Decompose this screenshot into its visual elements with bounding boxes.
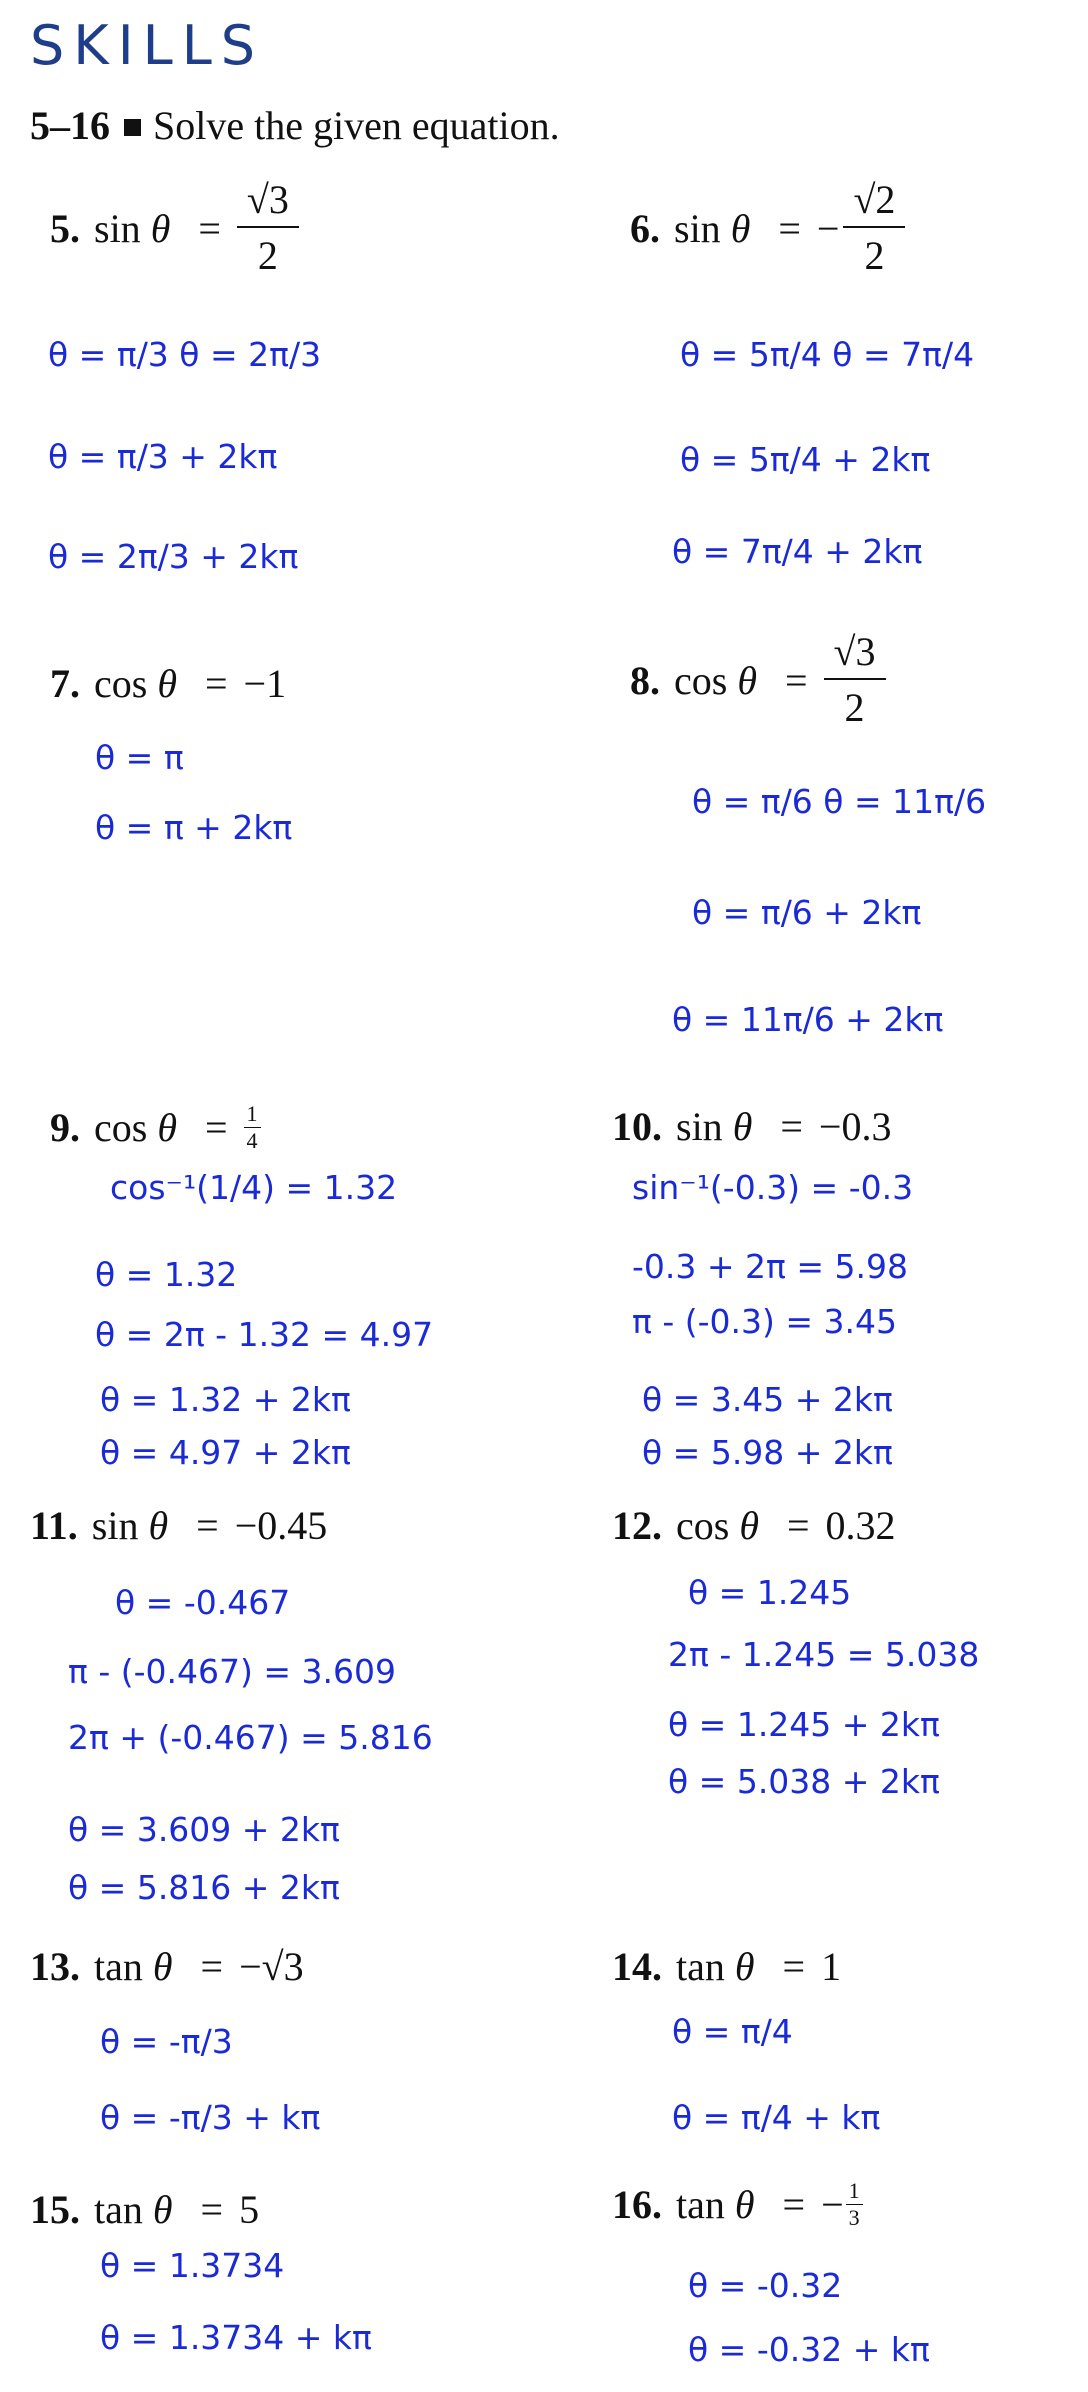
work-line: θ = 1.32 [95,1255,238,1294]
problem-7 [50,660,286,707]
variable: θ [150,205,171,251]
instructions-text: Solve the given equation. [153,103,560,148]
variable: θ [732,1104,753,1149]
equals-sign: = [782,2182,806,2227]
function-name: tan [94,2187,143,2232]
work-line: θ = 11π/6 + 2kπ [672,1000,944,1039]
right-hand-side: −1 [243,661,287,706]
problem-11 [30,1502,327,1549]
problem-8 [630,629,886,730]
problem-15 [30,2186,259,2233]
work-line: θ = π/3 θ = 2π/3 [48,335,322,374]
function-name: tan [676,2182,725,2227]
work-line: θ = 5.038 + 2kπ [668,1762,940,1801]
work-line: θ = 2π - 1.32 = 4.97 [95,1315,434,1354]
fraction-numerator: 1 [846,2180,863,2205]
problem-number: 5. [50,205,80,251]
work-line: 2π + (-0.467) = 5.816 [68,1718,433,1757]
problem-13 [30,1943,304,1990]
fraction-numerator: √2 [843,180,905,228]
problem-number: 11. [30,1503,78,1548]
work-line: θ = 3.609 + 2kπ [68,1810,340,1849]
work-line: π - (-0.467) = 3.609 [68,1652,396,1691]
work-line: θ = 1.32 + 2kπ [100,1380,351,1419]
right-hand-side: 0.32 [825,1503,896,1548]
equals-sign: = [200,2187,224,2232]
function-name: cos [676,1503,730,1548]
work-line: θ = π/3 + 2kπ [48,437,278,476]
problem-number: 9. [50,1105,80,1150]
square-bullet-icon [124,119,141,136]
work-line: θ = π/4 [672,2012,793,2051]
work-line: θ = 4.97 + 2kπ [100,1433,351,1472]
work-line: θ = -π/3 + kπ [100,2098,321,2137]
function-name: cos [94,661,148,706]
work-line: θ = 3.45 + 2kπ [642,1380,893,1419]
minus-sign: − [821,2182,844,2227]
work-line: θ = 1.3734 + kπ [100,2318,372,2357]
variable: θ [734,2182,755,2227]
problem-5 [50,177,299,278]
minus-sign: − [816,205,840,251]
problem-number: 12. [612,1503,662,1548]
work-line: θ = -0.32 + kπ [688,2330,930,2369]
work-line: -0.3 + 2π = 5.98 [632,1247,908,1286]
problem-number: 13. [30,1944,80,1989]
fraction-numerator: √3 [237,180,299,228]
function-name: tan [676,1944,725,1989]
function-name: sin [674,205,721,251]
function-name: sin [676,1104,723,1149]
work-line: θ = -0.32 [688,2266,843,2305]
function-name: cos [674,657,728,703]
problem-range: 5–16 [30,103,110,148]
work-line: sin⁻¹(-0.3) = -0.3 [632,1168,914,1207]
equals-sign: = [778,205,801,251]
problem-number: 15. [30,2187,80,2232]
problem-number: 6. [630,205,660,251]
work-line: θ = 5π/4 θ = 7π/4 [680,335,975,374]
fraction-denominator: 3 [848,2205,860,2230]
problem-12 [612,1502,896,1549]
fraction [846,2180,863,2229]
right-hand-side: −0.45 [234,1503,328,1548]
equals-sign: = [786,1503,810,1548]
problem-number: 7. [50,661,80,706]
variable: θ [152,2187,173,2232]
work-line: θ = 5.98 + 2kπ [642,1433,893,1472]
work-line: cos⁻¹(1/4) = 1.32 [110,1168,398,1207]
variable: θ [157,661,177,706]
work-line: θ = 1.3734 [100,2246,285,2285]
work-line: θ = 5π/4 + 2kπ [680,440,931,479]
work-line: θ = π + 2kπ [95,808,293,847]
work-line: θ = 1.245 + 2kπ [668,1705,940,1744]
equals-sign: = [198,205,221,251]
equals-sign: = [782,1944,806,1989]
problem-number: 14. [612,1944,662,1989]
fraction-denominator: 2 [844,685,865,730]
problem-14 [612,1943,841,1990]
work-line: θ = 1.245 [688,1573,852,1612]
problem-10 [612,1103,891,1150]
equals-sign: = [204,661,228,706]
work-line: π - (-0.3) = 3.45 [632,1302,897,1341]
work-line: θ = -π/3 [100,2022,233,2061]
variable: θ [737,657,757,703]
work-line: θ = π [95,738,184,777]
variable: θ [730,205,751,251]
equals-sign: = [780,1104,803,1149]
work-line: θ = π/6 θ = 11π/6 [692,782,987,821]
fraction-denominator: 4 [246,1128,258,1153]
instructions [30,102,560,149]
function-name: cos [94,1105,148,1150]
function-name: tan [94,1944,143,1989]
variable: θ [739,1503,759,1548]
problem-6 [630,177,905,278]
variable: θ [157,1105,177,1150]
problem-number: 8. [630,657,660,703]
fraction [843,177,905,278]
fraction-numerator: 1 [244,1103,261,1128]
fraction [824,629,886,730]
work-line: θ = 7π/4 + 2kπ [672,532,923,571]
fraction [244,1103,261,1152]
fraction-numerator: √3 [824,632,886,680]
problem-16 [612,2180,863,2229]
equals-sign: = [784,657,808,703]
work-line: θ = π/4 + kπ [672,2098,881,2137]
variable: θ [152,1944,173,1989]
fraction-denominator: 2 [864,233,885,278]
variable: θ [734,1944,755,1989]
right-hand-side: 5 [239,2187,260,2232]
work-line: θ = 2π/3 + 2kπ [48,537,299,576]
section-heading: SKILLS [30,14,265,77]
right-hand-side: 1 [821,1944,842,1989]
equals-sign: = [196,1503,219,1548]
work-line: θ = -0.467 [115,1583,291,1622]
function-name: sin [91,1503,139,1548]
work-line: θ = 5.816 + 2kπ [68,1868,340,1907]
fraction-denominator: 2 [257,233,278,278]
right-hand-side: −√3 [239,1944,304,1989]
right-hand-side: −0.3 [818,1104,892,1149]
equals-sign: = [200,1944,224,1989]
problem-number: 16. [612,2182,662,2227]
fraction [237,177,299,278]
work-line: 2π - 1.245 = 5.038 [668,1635,980,1674]
problem-number: 10. [612,1104,662,1149]
function-name: sin [94,205,141,251]
problem-9 [50,1103,261,1152]
equals-sign: = [204,1105,228,1150]
variable: θ [148,1503,169,1548]
work-line: θ = π/6 + 2kπ [692,893,922,932]
